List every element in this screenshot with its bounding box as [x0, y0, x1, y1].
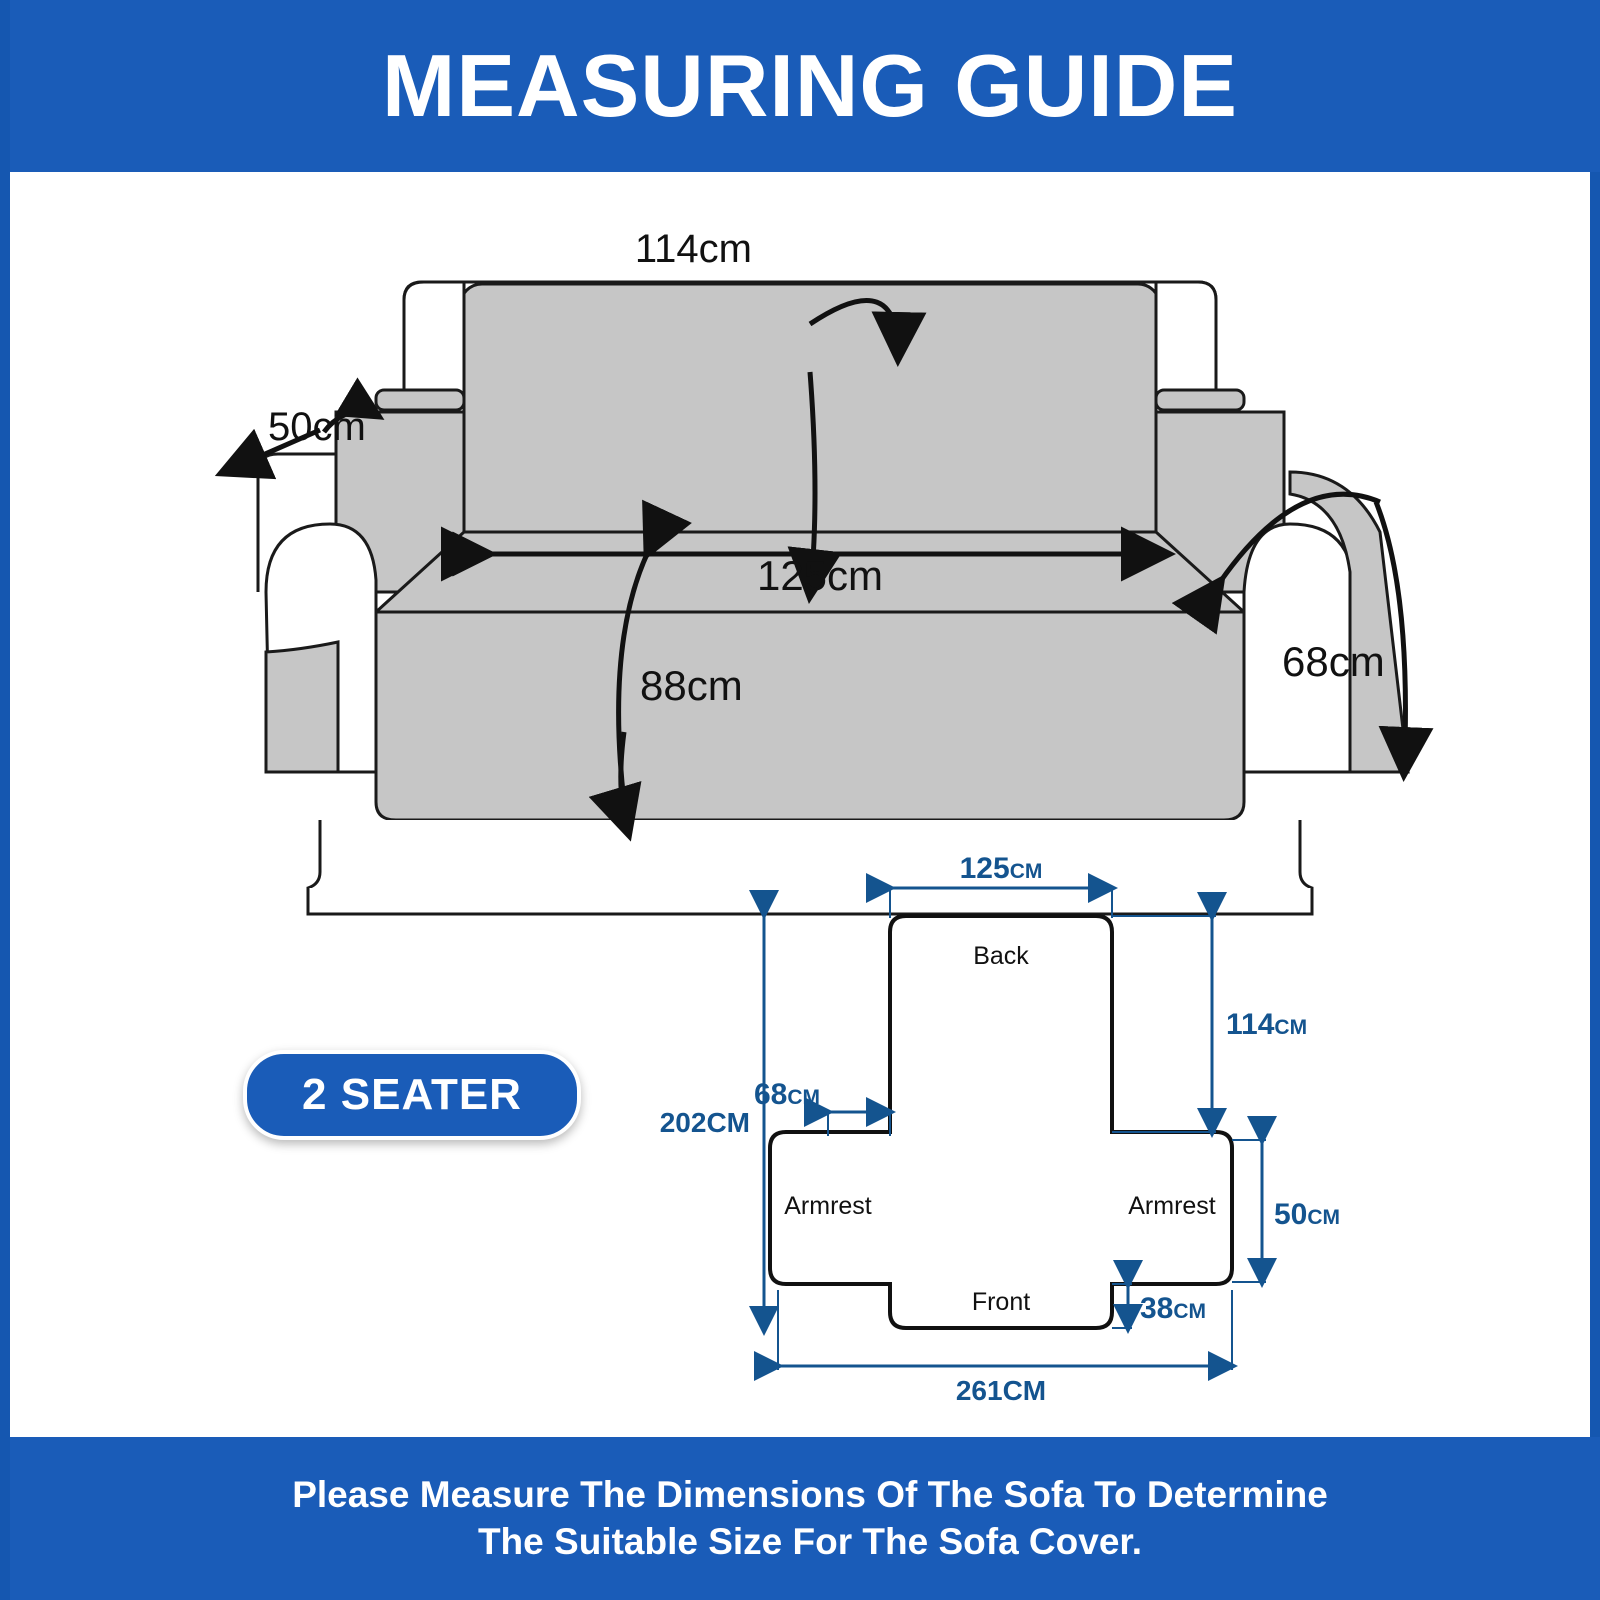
dim-back-114cm: 114CM	[1226, 1008, 1308, 1041]
sofa-diagram-svg	[20, 172, 1600, 1437]
page-title: MEASURING GUIDE	[382, 36, 1238, 135]
dim-88cm-label: 88cm	[640, 662, 743, 709]
header-banner	[10, 0, 1600, 172]
diagram-area	[20, 172, 1600, 1437]
dim-114cm-label: 114cm	[634, 227, 752, 271]
dim-125cm-label: 125cm	[756, 552, 884, 599]
dim-top-125cm: 125CM	[959, 852, 1043, 885]
footer-line-2: The Suitable Size For The Sofa Cover.	[477, 1520, 1143, 1562]
dim-total-261cm: 261CM	[955, 1375, 1047, 1406]
pattern-label-back: Back	[973, 942, 1029, 970]
footer-line-1: Please Measure The Dimensions Of The Sofa To Determine	[292, 1474, 1328, 1516]
dim-front-38cm: 38CM	[1140, 1292, 1207, 1325]
pattern-label-armrest-right: Armrest	[1128, 1192, 1216, 1220]
sofa-perspective-illustration	[252, 282, 1408, 917]
dim-total-202cm: 202CM	[659, 1107, 750, 1138]
dim-armrest-68cm: 68CM	[753, 1078, 820, 1111]
footer-banner	[10, 1437, 1600, 1600]
flat-pattern-illustration	[660, 852, 1340, 1406]
pattern-label-armrest-left: Armrest	[784, 1192, 872, 1220]
dim-50cm-label: 50cm	[268, 405, 366, 449]
dim-68cm-label: 68cm	[1282, 638, 1385, 685]
seater-badge-label: 2 SEATER	[302, 1070, 522, 1119]
dim-armrest-50cm: 50CM	[1274, 1198, 1341, 1231]
seater-badge	[243, 1050, 581, 1140]
pattern-label-front: Front	[971, 1288, 1031, 1316]
